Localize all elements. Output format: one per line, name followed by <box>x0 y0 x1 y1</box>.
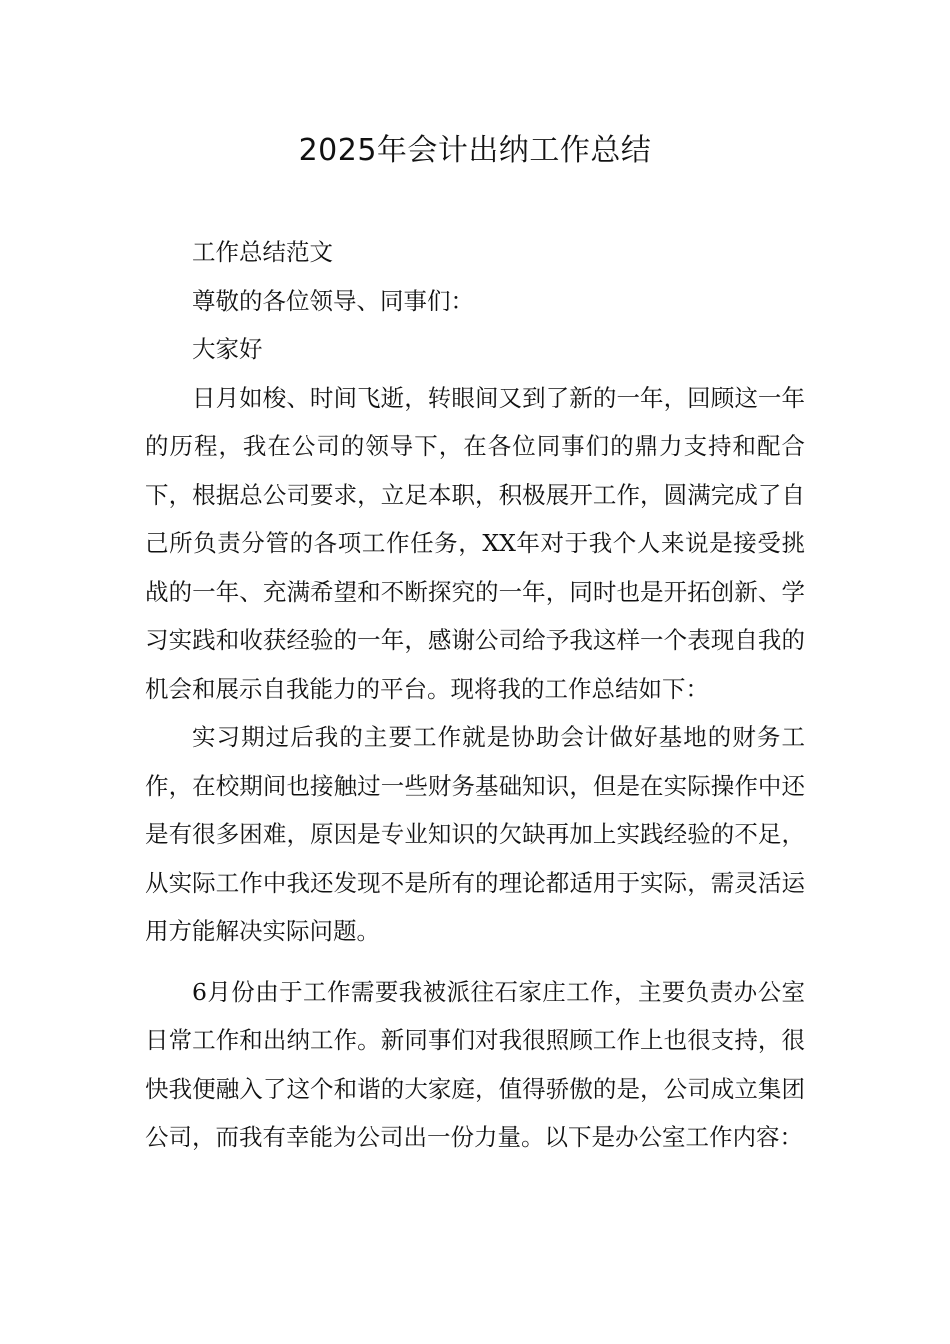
document-title: 2025年会计出纳工作总结 <box>298 133 652 168</box>
paragraph-intro: 日月如梭、时间飞逝，转眼间又到了新的一年，回顾这一年的历程，我在公司的领导下，在各位同事们的鼎力支持和配合下，根据总公司要求，立足本职，积极展开工作，圆满完成了自己所负责分管的各项工作任务，XX年对于我个人来说是接受挑战的一年、充满希望和不断探究的一年，同时也是开拓创新、学习实践和收获经验的一年，感谢公司给予我这样一个表现自我的机会和展示自我能力的平台。现将我的工作总结如下： <box>145 383 805 703</box>
paragraph-greeting: 大家好 <box>192 335 263 363</box>
paragraph-heading: 工作总结范文 <box>192 238 333 266</box>
paragraph-salutation: 尊敬的各位领导、同事们： <box>192 286 474 315</box>
document-body <box>145 228 805 1162</box>
paragraph-june-work: 6月份由于工作需要我被派往石家庄工作，主要负责办公室日常工作和出纳工作。新同事们对我很照顾工作上也很支持，很快我便融入了这个和谐的大家庭，值得骄傲的是，公司成立集团公司，而我有幸能为公司出一份力量。以下是办公室工作内容： <box>145 977 805 1151</box>
paragraph-internship: 实习期过后我的主要工作就是协助会计做好基地的财务工作，在校期间也接触过一些财务基础知识，但是在实际操作中还是有很多困难，原因是专业知识的欠缺再加上实践经验的不足，从实际工作中我还发现不是所有的理论都适用于实际，需灵活运用方能解决实际问题。 <box>145 723 805 945</box>
